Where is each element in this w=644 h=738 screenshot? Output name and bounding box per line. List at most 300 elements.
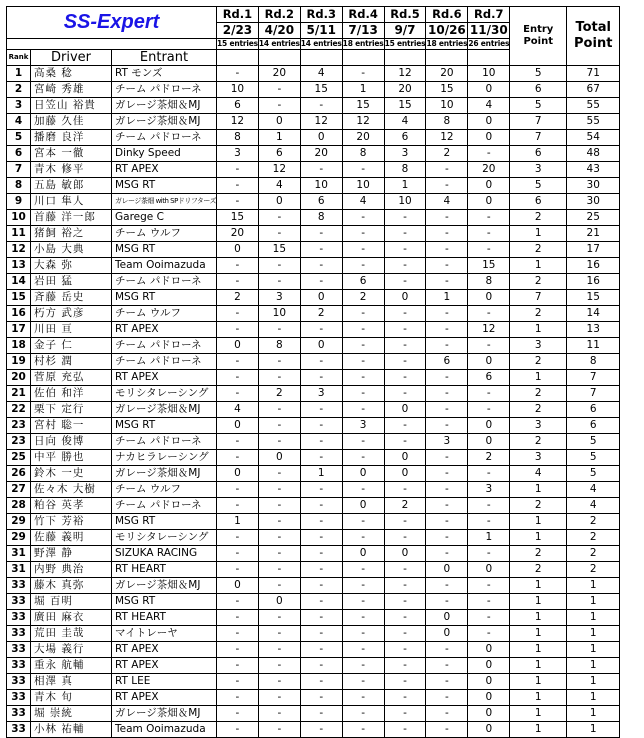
- round-score-cell: -: [426, 578, 468, 594]
- entrant-cell: RT HEART: [112, 562, 217, 578]
- round-entries: 14 entries: [300, 39, 342, 48]
- round-score-cell: -: [258, 82, 300, 98]
- entry-point-cell: 3: [510, 338, 567, 354]
- round-score-cell: 0: [468, 114, 510, 130]
- driver-cell: 首藤 洋一郎: [31, 210, 112, 226]
- round-score-cell: 12: [217, 114, 259, 130]
- round-score-cell: 0: [258, 114, 300, 130]
- entry-point-cell: 1: [510, 530, 567, 546]
- round-score-cell: 0: [258, 194, 300, 210]
- round-score-cell: 10: [300, 178, 342, 194]
- entry-point-cell: 7: [510, 130, 567, 146]
- round-score-cell: -: [217, 674, 259, 690]
- round-score-cell: -: [426, 274, 468, 290]
- entrant-cell: Team Ooimazuda: [112, 258, 217, 274]
- entrant-cell: チーム パドローネ: [112, 82, 217, 98]
- table-row: [7, 338, 620, 354]
- round-entries: 15 entries: [217, 39, 258, 48]
- total-point-cell: 14: [567, 306, 620, 322]
- rank-cell: 33: [7, 706, 31, 722]
- total-point-cell: 4: [567, 482, 620, 498]
- round-score-cell: 1: [217, 514, 259, 530]
- driver-cell: 岩田 猛: [31, 274, 112, 290]
- rank-cell: 33: [7, 690, 31, 706]
- round-score-cell: 15: [342, 98, 384, 114]
- round-score-cell: 4: [217, 402, 259, 418]
- round-score-cell: 0: [468, 722, 510, 738]
- round-score-cell: 0: [217, 338, 259, 354]
- table-row: [7, 370, 620, 386]
- rank-cell: 31: [7, 562, 31, 578]
- round-score-cell: -: [300, 658, 342, 674]
- round-score-cell: -: [217, 690, 259, 706]
- round-score-cell: -: [426, 690, 468, 706]
- round-score-cell: -: [217, 658, 259, 674]
- round-score-cell: -: [300, 514, 342, 530]
- round-score-cell: -: [426, 338, 468, 354]
- round-score-cell: 0: [468, 178, 510, 194]
- round-score-cell: -: [384, 434, 426, 450]
- rank-cell: 29: [7, 514, 31, 530]
- total-point-cell: 15: [567, 290, 620, 306]
- round-score-cell: 0: [468, 690, 510, 706]
- entrant-cell: RT APEX: [112, 322, 217, 338]
- total-point-cell: 48: [567, 146, 620, 162]
- entrant-cell: ガレージ茶畑＆MJ: [112, 578, 217, 594]
- entry-point-cell: 2: [510, 402, 567, 418]
- round-score-cell: -: [426, 706, 468, 722]
- round-score-cell: -: [217, 482, 259, 498]
- entrant-cell: ガレージ茶畑＆MJ: [112, 402, 217, 418]
- round-score-cell: 10: [258, 306, 300, 322]
- entrant-cell: チーム パドローネ: [112, 434, 217, 450]
- total-point-cell: 1: [567, 610, 620, 626]
- round-score-cell: -: [258, 466, 300, 482]
- round-score-cell: -: [258, 546, 300, 562]
- entrant-cell: チーム ウルフ: [112, 482, 217, 498]
- round-score-cell: -: [342, 674, 384, 690]
- table-row: [7, 306, 620, 322]
- round-score-cell: 3: [384, 146, 426, 162]
- round-score-cell: -: [217, 354, 259, 370]
- total-point-cell: 30: [567, 178, 620, 194]
- round-score-cell: 2: [258, 386, 300, 402]
- round-score-cell: 4: [384, 114, 426, 130]
- round-score-cell: -: [300, 322, 342, 338]
- entrant-cell: MSG RT: [112, 290, 217, 306]
- round-score-cell: 2: [217, 290, 259, 306]
- entrant-cell: ガレージ茶畑＆MJ: [112, 114, 217, 130]
- total-point-cell: 1: [567, 690, 620, 706]
- table-row: [7, 82, 620, 98]
- entry-point-cell: 3: [510, 162, 567, 178]
- round-score-cell: 0: [384, 466, 426, 482]
- rank-cell: 27: [7, 482, 31, 498]
- driver-cell: 佐々木 大樹: [31, 482, 112, 498]
- round-score-cell: -: [342, 610, 384, 626]
- entry-point-cell: 2: [510, 562, 567, 578]
- total-point-cell: 2: [567, 514, 620, 530]
- round-score-cell: -: [342, 210, 384, 226]
- round-score-cell: 2: [300, 306, 342, 322]
- round-score-cell: -: [384, 226, 426, 242]
- round-label: Rd.3: [300, 7, 342, 23]
- round-score-cell: -: [217, 162, 259, 178]
- driver-cell: 野澤 静: [31, 546, 112, 562]
- entry-point-cell: 1: [510, 658, 567, 674]
- round-score-cell: -: [342, 642, 384, 658]
- round-score-cell: 8: [384, 162, 426, 178]
- round-score-cell: -: [426, 370, 468, 386]
- round-score-cell: -: [300, 354, 342, 370]
- rank-cell: 31: [7, 546, 31, 562]
- round-score-cell: -: [258, 642, 300, 658]
- round-score-cell: 12: [426, 130, 468, 146]
- round-score-cell: -: [300, 226, 342, 242]
- round-score-cell: -: [426, 530, 468, 546]
- round-score-cell: -: [300, 418, 342, 434]
- entry-point-cell: 2: [510, 546, 567, 562]
- table-row: [7, 626, 620, 642]
- round-score-cell: -: [258, 706, 300, 722]
- driver-cell: 宮本 一徹: [31, 146, 112, 162]
- round-score-cell: -: [217, 530, 259, 546]
- entry-point-cell: 1: [510, 514, 567, 530]
- round-score-cell: -: [426, 466, 468, 482]
- round-score-cell: -: [426, 242, 468, 258]
- round-score-cell: -: [300, 626, 342, 642]
- round-score-cell: -: [300, 594, 342, 610]
- table-row: [7, 434, 620, 450]
- entrant-cell: チーム ウルフ: [112, 306, 217, 322]
- driver-cell: 中平 勝也: [31, 450, 112, 466]
- round-score-cell: -: [426, 322, 468, 338]
- round-score-cell: 6: [300, 194, 342, 210]
- round-score-cell: -: [468, 466, 510, 482]
- rank-cell: 28: [7, 498, 31, 514]
- round-score-cell: -: [300, 578, 342, 594]
- rank-header: Rank: [7, 50, 31, 66]
- table-row: [7, 194, 620, 210]
- round-score-cell: -: [217, 386, 259, 402]
- round-score-cell: -: [384, 562, 426, 578]
- round-score-cell: -: [384, 258, 426, 274]
- table-row: [7, 130, 620, 146]
- round-score-cell: -: [258, 226, 300, 242]
- round-score-cell: 15: [300, 82, 342, 98]
- driver-cell: 宮崎 秀雄: [31, 82, 112, 98]
- round-score-cell: -: [258, 322, 300, 338]
- driver-cell: 小島 大典: [31, 242, 112, 258]
- entrant-cell: MSG RT: [112, 514, 217, 530]
- round-score-cell: 20: [300, 146, 342, 162]
- round-score-cell: 0: [258, 450, 300, 466]
- total-point-cell: 1: [567, 594, 620, 610]
- driver-cell: 宮村 聡一: [31, 418, 112, 434]
- round-score-cell: 4: [342, 194, 384, 210]
- round-score-cell: 20: [468, 162, 510, 178]
- total-point-cell: 8: [567, 354, 620, 370]
- rank-cell: 12: [7, 242, 31, 258]
- driver-cell: 播磨 良洋: [31, 130, 112, 146]
- round-score-cell: 0: [217, 418, 259, 434]
- driver-cell: 青木 旬: [31, 690, 112, 706]
- table-row: [7, 610, 620, 626]
- round-score-cell: 3: [468, 482, 510, 498]
- driver-cell: 日向 俊博: [31, 434, 112, 450]
- table-row: [7, 690, 620, 706]
- rank-cell: 10: [7, 210, 31, 226]
- round-entries: 18 entries: [342, 39, 384, 48]
- round-score-cell: -: [468, 514, 510, 530]
- round-score-cell: -: [342, 482, 384, 498]
- round-score-cell: 1: [426, 290, 468, 306]
- round-score-cell: -: [217, 626, 259, 642]
- round-score-cell: 6: [426, 354, 468, 370]
- entry-point-cell: 1: [510, 226, 567, 242]
- round-date: 2/23: [217, 23, 259, 39]
- rank-cell: 21: [7, 386, 31, 402]
- total-point-cell: 1: [567, 658, 620, 674]
- round-score-cell: -: [384, 274, 426, 290]
- round-score-cell: -: [300, 482, 342, 498]
- round-score-cell: -: [258, 370, 300, 386]
- total-point-cell: 2: [567, 530, 620, 546]
- round-score-cell: -: [258, 530, 300, 546]
- rank-cell: 1: [7, 66, 31, 82]
- round-score-cell: -: [384, 386, 426, 402]
- round-score-cell: 0: [468, 82, 510, 98]
- round-score-cell: 20: [342, 130, 384, 146]
- round-score-cell: 0: [468, 706, 510, 722]
- round-score-cell: 0: [468, 418, 510, 434]
- round-score-cell: 0: [426, 562, 468, 578]
- round-score-cell: 12: [300, 114, 342, 130]
- entrant-cell: ガレージ茶畑＆MJ: [112, 98, 217, 114]
- round-score-cell: 1: [342, 82, 384, 98]
- rank-cell: 25: [7, 450, 31, 466]
- round-score-cell: 3: [342, 418, 384, 434]
- round-score-cell: -: [426, 594, 468, 610]
- round-score-cell: 0: [468, 130, 510, 146]
- total-point-cell: 67: [567, 82, 620, 98]
- round-score-cell: -: [468, 242, 510, 258]
- round-score-cell: -: [342, 658, 384, 674]
- entry-point-cell: 1: [510, 610, 567, 626]
- round-score-cell: 0: [342, 498, 384, 514]
- round-score-cell: 3: [217, 146, 259, 162]
- entry-point-cell: 2: [510, 386, 567, 402]
- rank-cell: 5: [7, 130, 31, 146]
- round-date: 10/26: [426, 23, 468, 39]
- round-score-cell: -: [426, 210, 468, 226]
- round-score-cell: -: [300, 450, 342, 466]
- round-score-cell: -: [258, 722, 300, 738]
- round-score-cell: -: [384, 354, 426, 370]
- total-point-header: Total Point: [567, 7, 620, 66]
- driver-cell: 村杉 潤: [31, 354, 112, 370]
- table-row: [7, 482, 620, 498]
- driver-cell: 藤木 真弥: [31, 578, 112, 594]
- round-score-cell: 4: [258, 178, 300, 194]
- round-score-cell: 15: [468, 258, 510, 274]
- round-score-cell: -: [342, 706, 384, 722]
- rank-cell: 23: [7, 418, 31, 434]
- total-point-cell: 43: [567, 162, 620, 178]
- entrant-cell: RT APEX: [112, 162, 217, 178]
- round-score-cell: -: [258, 626, 300, 642]
- round-score-cell: -: [342, 402, 384, 418]
- driver-cell: 廣田 麻衣: [31, 610, 112, 626]
- entrant-cell: チーム パドローネ: [112, 274, 217, 290]
- round-score-cell: -: [217, 722, 259, 738]
- round-score-cell: 15: [258, 242, 300, 258]
- driver-cell: 堀 百明: [31, 594, 112, 610]
- round-score-cell: -: [258, 514, 300, 530]
- entry-point-cell: 3: [510, 450, 567, 466]
- round-score-cell: -: [468, 210, 510, 226]
- entry-point-cell: 2: [510, 242, 567, 258]
- round-score-cell: -: [342, 578, 384, 594]
- round-score-cell: -: [217, 370, 259, 386]
- total-point-cell: 1: [567, 626, 620, 642]
- table-row: [7, 178, 620, 194]
- round-score-cell: -: [468, 402, 510, 418]
- total-point-cell: 1: [567, 674, 620, 690]
- driver-cell: 佐藤 義明: [31, 530, 112, 546]
- round-entries: 18 entries: [426, 39, 468, 48]
- rank-cell: 20: [7, 370, 31, 386]
- driver-cell: 佐伯 和洋: [31, 386, 112, 402]
- round-score-cell: 0: [217, 578, 259, 594]
- round-score-cell: -: [217, 450, 259, 466]
- table-row: [7, 98, 620, 114]
- round-score-cell: -: [342, 722, 384, 738]
- round-score-cell: -: [300, 370, 342, 386]
- round-score-cell: 0: [384, 450, 426, 466]
- entrant-cell: ガレージ茶畑 with SPドリフターズ: [112, 194, 217, 210]
- rank-cell: 15: [7, 290, 31, 306]
- round-score-cell: 1: [258, 130, 300, 146]
- round-score-cell: -: [426, 450, 468, 466]
- round-score-cell: -: [426, 402, 468, 418]
- total-point-cell: 55: [567, 98, 620, 114]
- driver-cell: 粕谷 英孝: [31, 498, 112, 514]
- round-score-cell: -: [426, 546, 468, 562]
- round-score-cell: 0: [384, 290, 426, 306]
- round-score-cell: -: [300, 674, 342, 690]
- round-score-cell: -: [342, 370, 384, 386]
- rank-cell: 33: [7, 658, 31, 674]
- round-date: 5/11: [300, 23, 342, 39]
- driver-header: Driver: [31, 50, 112, 66]
- entry-point-cell: 1: [510, 370, 567, 386]
- round-score-cell: 0: [217, 466, 259, 482]
- entrant-cell: Dinky Speed: [112, 146, 217, 162]
- round-score-cell: -: [342, 562, 384, 578]
- round-score-cell: -: [258, 274, 300, 290]
- round-score-cell: -: [342, 690, 384, 706]
- entrant-cell: ナカヒラレーシング: [112, 450, 217, 466]
- total-point-cell: 5: [567, 434, 620, 450]
- round-score-cell: -: [426, 226, 468, 242]
- driver-cell: 川田 亘: [31, 322, 112, 338]
- entry-point-cell: 6: [510, 194, 567, 210]
- rank-cell: 33: [7, 578, 31, 594]
- round-label: Rd.4: [342, 7, 384, 23]
- round-date: 4/20: [258, 23, 300, 39]
- round-score-cell: -: [342, 626, 384, 642]
- rank-cell: 8: [7, 178, 31, 194]
- round-score-cell: -: [300, 162, 342, 178]
- round-score-cell: -: [300, 706, 342, 722]
- entry-point-cell: 1: [510, 674, 567, 690]
- driver-cell: 荒田 圭哉: [31, 626, 112, 642]
- table-row: [7, 66, 620, 82]
- round-score-cell: 15: [384, 98, 426, 114]
- rank-cell: 33: [7, 594, 31, 610]
- round-score-cell: -: [342, 354, 384, 370]
- round-score-cell: -: [384, 482, 426, 498]
- round-score-cell: -: [258, 658, 300, 674]
- total-point-cell: 1: [567, 722, 620, 738]
- round-score-cell: -: [217, 594, 259, 610]
- entry-point-header: Entry Point: [510, 7, 567, 66]
- driver-cell: 加藤 久佳: [31, 114, 112, 130]
- round-score-cell: 15: [426, 82, 468, 98]
- table-row: [7, 210, 620, 226]
- round-entries: 15 entries: [384, 39, 426, 48]
- round-score-cell: -: [384, 674, 426, 690]
- round-score-cell: 3: [426, 434, 468, 450]
- rank-cell: 19: [7, 354, 31, 370]
- round-score-cell: -: [384, 658, 426, 674]
- total-point-cell: 6: [567, 402, 620, 418]
- round-score-cell: -: [426, 482, 468, 498]
- round-score-cell: -: [258, 578, 300, 594]
- driver-cell: 高桑 稔: [31, 66, 112, 82]
- entry-point-cell: 1: [510, 482, 567, 498]
- round-score-cell: -: [426, 306, 468, 322]
- table-row: [7, 450, 620, 466]
- total-point-cell: 21: [567, 226, 620, 242]
- entrant-cell: SIZUKA RACING: [112, 546, 217, 562]
- driver-cell: 小林 祐輔: [31, 722, 112, 738]
- entry-point-cell: 2: [510, 434, 567, 450]
- round-score-cell: -: [384, 306, 426, 322]
- round-score-cell: -: [258, 562, 300, 578]
- round-score-cell: -: [342, 162, 384, 178]
- total-point-cell: 1: [567, 642, 620, 658]
- round-score-cell: -: [384, 418, 426, 434]
- entrant-cell: RT APEX: [112, 642, 217, 658]
- round-score-cell: 10: [426, 98, 468, 114]
- driver-cell: 大場 義行: [31, 642, 112, 658]
- driver-cell: 金子 仁: [31, 338, 112, 354]
- round-score-cell: 0: [468, 562, 510, 578]
- round-score-cell: 0: [426, 610, 468, 626]
- round-score-cell: -: [217, 306, 259, 322]
- round-label: Rd.2: [258, 7, 300, 23]
- round-score-cell: -: [300, 242, 342, 258]
- round-score-cell: 4: [300, 66, 342, 82]
- rank-cell: 14: [7, 274, 31, 290]
- table-row: [7, 642, 620, 658]
- table-row: [7, 354, 620, 370]
- driver-cell: 青木 修平: [31, 162, 112, 178]
- round-score-cell: -: [300, 642, 342, 658]
- total-point-cell: 13: [567, 322, 620, 338]
